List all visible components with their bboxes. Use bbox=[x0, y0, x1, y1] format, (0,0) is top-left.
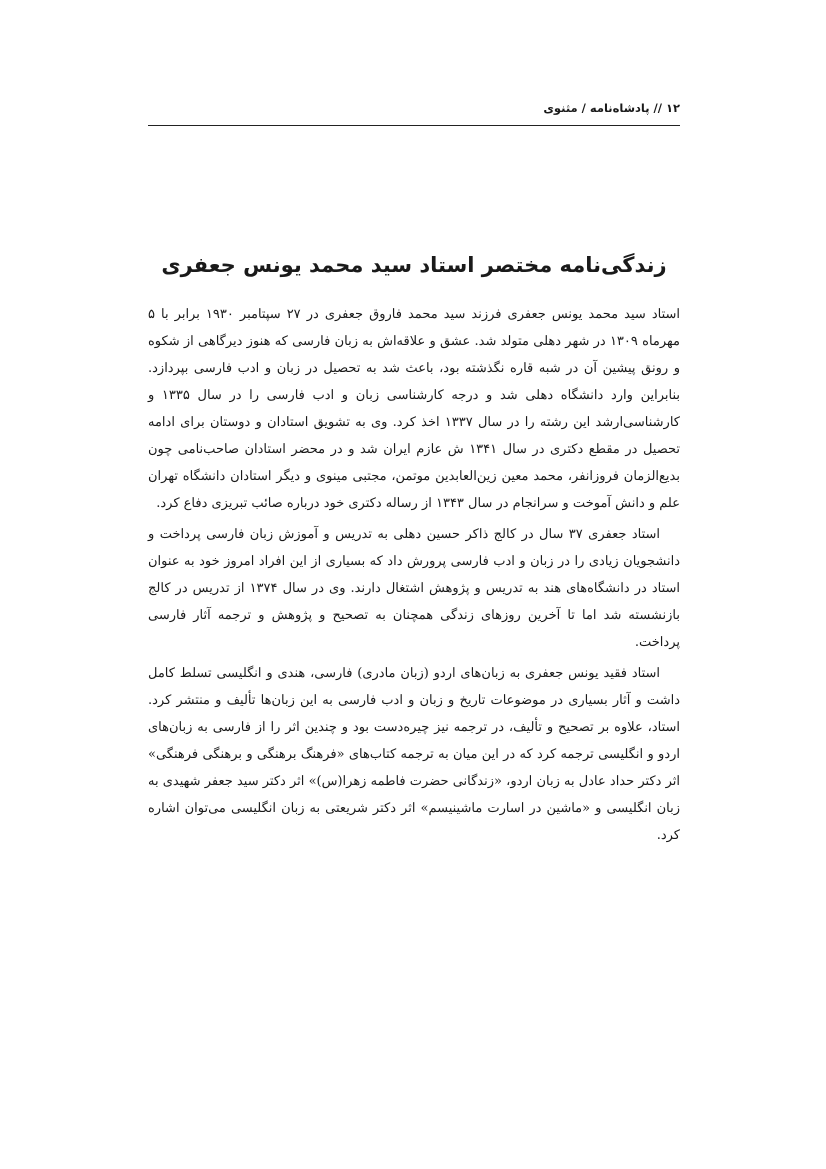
paragraph-works: استاد فقید یونس جعفری به زبان‌های اردو (زبان مادری) فارسی، هندی و انگلیسی تسلط کامل داشت و آثار بسیاری در موضوعات تاریخ و زبان و ادب فارسی به این زبان‌ها تألیف و منتشر کرد. استاد، علاوه بر تصحیح و تألیف، در ترجمه نیز چیره‌دست بود و چندین اثر را از فارسی به زبان‌های اردو و انگلیسی ترجمه کرد که در این میان به ترجمه کتاب‌های «فرهنگ برهنگی و برهنگی فرهنگی» اثر دکتر حداد عادل به زبان اردو، «زندگانی حضرت فاطمه زهرا(س)» اثر دکتر سید جعفر شهیدی به زبان انگلیسی و «ماشین در اسارت ماشینیسم» اثر دکتر شریعتی به زبان انگلیسی می‌توان اشاره کرد. bbox=[148, 666, 680, 843]
running-head: ۱۲ // پادشاه‌نامه / مثنوی bbox=[543, 101, 680, 115]
paragraph-teaching: استاد جعفری ۳۷ سال در کالج ذاکر حسین دهلی به تدریس و آموزش زبان فارسی پرداخت و دانشجویان زیادی را در زبان و ادب فارسی پرورش داد که بسیاری از این افراد امروز خود به عنوان استاد در دانشگاه‌های هند به تدریس و پژوهش اشتغال دارند. وی در سال ۱۳۷۴ از تدریس در کالج بازنشسته شد اما تا آخرین روزهای زندگی همچنان به تصحیح و پژوهش و ترجمه آثار فارسی پرداخت. bbox=[148, 527, 681, 650]
body-text bbox=[148, 301, 680, 853]
header-rule bbox=[148, 125, 680, 126]
chapter-title: زندگی‌نامه مختصر استاد سید محمد یونس جعفری bbox=[161, 253, 667, 277]
paragraph-biography: استاد سید محمد یونس جعفری فرزند سید محمد فاروق جعفری در ۲۷ سپتامبر ۱۹۳۰ برابر با ۵ مهرماه ۱۳۰۹ در شهر دهلی متولد شد. عشق و علاقه‌اش به زبان فارسی که هنوز دیرگاهی از شکوه و رونق پیشین آن در شبه قاره نگذشته بود، باعث شد به تحصیل در زبان و ادب فارسی بپردازد. بنابراین وارد دانشگاه دهلی شد و درجه کارشناسی زبان و ادب فارسی را در سال ۱۳۳۵ و کارشناسی‌ارشد این رشته را در سال ۱۳۳۷ اخذ کرد. وی به تشویق استادان و دوستان برای ادامه تحصیل در مقطع دکتری در سال ۱۳۴۱ ش عازم ایران شد و در محضر استادان صاحب‌نامی چون بدیع‌الزمان فروزانفر، محمد معین زین‌العابدین موتمن، مجتبی مینوی و دیگر استادان دانشگاه تهران علم و دانش آموخت و سرانجام در سال ۱۳۴۳ از رساله دکتری خود درباره صائب تبریزی دفاع کرد. bbox=[148, 307, 681, 511]
